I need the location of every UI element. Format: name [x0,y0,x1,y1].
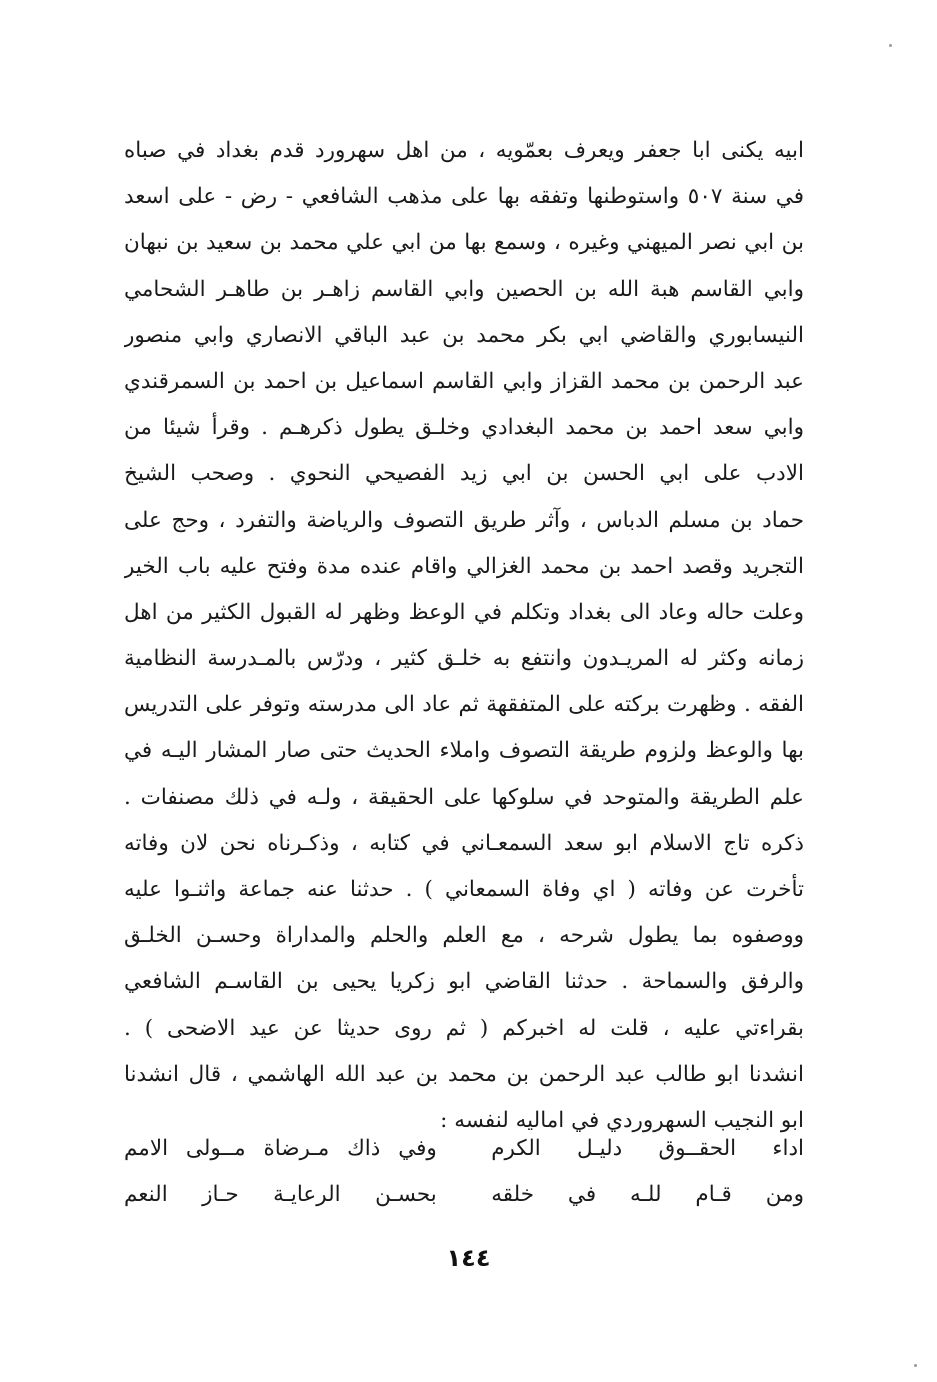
poem-verse [124,1126,804,1172]
text-line: وابي سعد احمد بن محمد البغدادي وخلـق يطول ذكرهـم . وقرأ شيئا من [124,415,804,441]
text-line: والرفق والسماحة . حدثنا القاضي ابو زكريا يحيى بن القاسـم الشافعي [124,969,804,995]
text-line: علم الطريقة والمتوحد في سلوكها على الحقيقة ، ولـه في ذلك مصنفات . [124,784,804,810]
body-text [124,128,804,1144]
poem-second-hemistich: وفي ذاك مـرضاة مــولى الامم [124,1136,437,1161]
text-line: التجريد وقصد احمد بن محمد الغزالي واقام عنده مدة وفتح عليه باب الخير [124,553,804,579]
text-line: ابو النجيب السهروردي في اماليه لنفسه : [440,1107,804,1133]
scan-speck [914,1364,917,1367]
text-line: وابي القاسم هبة الله بن الحصين وابي القاسم زاهـر بن طاهـر الشحامي [124,276,804,302]
text-line: بها والوعظ ولزوم طريقة التصوف واملاء الحديث حتى صار المشار اليـه في [124,738,804,764]
text-line: الادب على ابي الحسن بن ابي زيد الفصيحي النحوي . وصحب الشيخ [124,461,804,487]
text-line: حماد بن مسلم الدباس ، وآثر طريق التصوف والرياضة والتفرد ، وحج على [124,507,804,533]
scan-speck [889,44,892,47]
text-line: ابيه يكنى ابا جعفر ويعرف بعمّويه ، من اهل سهرورد قدم بغداد في صباه [124,138,804,163]
poem-verse [124,1172,804,1218]
text-line: وعلت حاله وعاد الى بغداد وتكلم في الوعظ وظهر له القبول الكثير من اهل [124,599,804,625]
text-line: ووصفوه بما يطول شرحه ، مع العلم والحلم والمداراة وحسـن الخلـق [124,923,804,949]
text-line: في سنة ٥٠٧ واستوطنها وتفقه بها على مذهب الشافعي - رض - على اسعد [124,184,804,210]
text-line: زمانه وكثر له المريـدون وانتفع به خلـق كثير ، ودرّس بالمـدرسة النظامية [124,646,804,672]
poem-first-hemistich: اداء الحقــوق دليـل الكرم [491,1136,804,1161]
text-line: عبد الرحمن بن محمد القزاز وابي القاسم اسماعيل بن احمد بن السمرقندي [124,368,804,394]
poem-second-hemistich: بحسـن الرعايـة حـاز النعم [124,1182,437,1207]
text-line: ذكره تاج الاسلام ابو سعد السمعـاني في كتابه ، وذكـرناه نحن لان وفاته [124,830,804,856]
text-line: بقراءتي عليه ، قلت له اخبركم ( ثم روى حديثا عن عيد الاضحى ) . [124,1015,804,1041]
page-number: ١٤٤ [446,1244,491,1272]
text-line: تأخرت عن وفاته ( اي وفاة السمعاني ) . حدثنا عنه جماعة واثنـوا عليه [124,877,804,902]
text-line: الفقه . وظهرت بركته على المتفقهة ثم عاد الى مدرسته وتوفر على التدريس [124,692,804,718]
text-line: النيسابوري والقاضي ابي بكر محمد بن عبد الباقي الانصاري وابي منصور [124,322,804,348]
text-line: بن ابي نصر الميهني وغيره ، وسمع بها من ابي علي محمد بن سعيد بن نبهان [124,230,804,256]
poem [124,1126,804,1218]
text-line: انشدنا ابو طالب عبد الرحمن بن محمد بن عبد الله الهاشمي ، قال انشدنا [124,1061,804,1087]
poem-first-hemistich: ومن قـام للـه في خلقه [491,1182,804,1207]
